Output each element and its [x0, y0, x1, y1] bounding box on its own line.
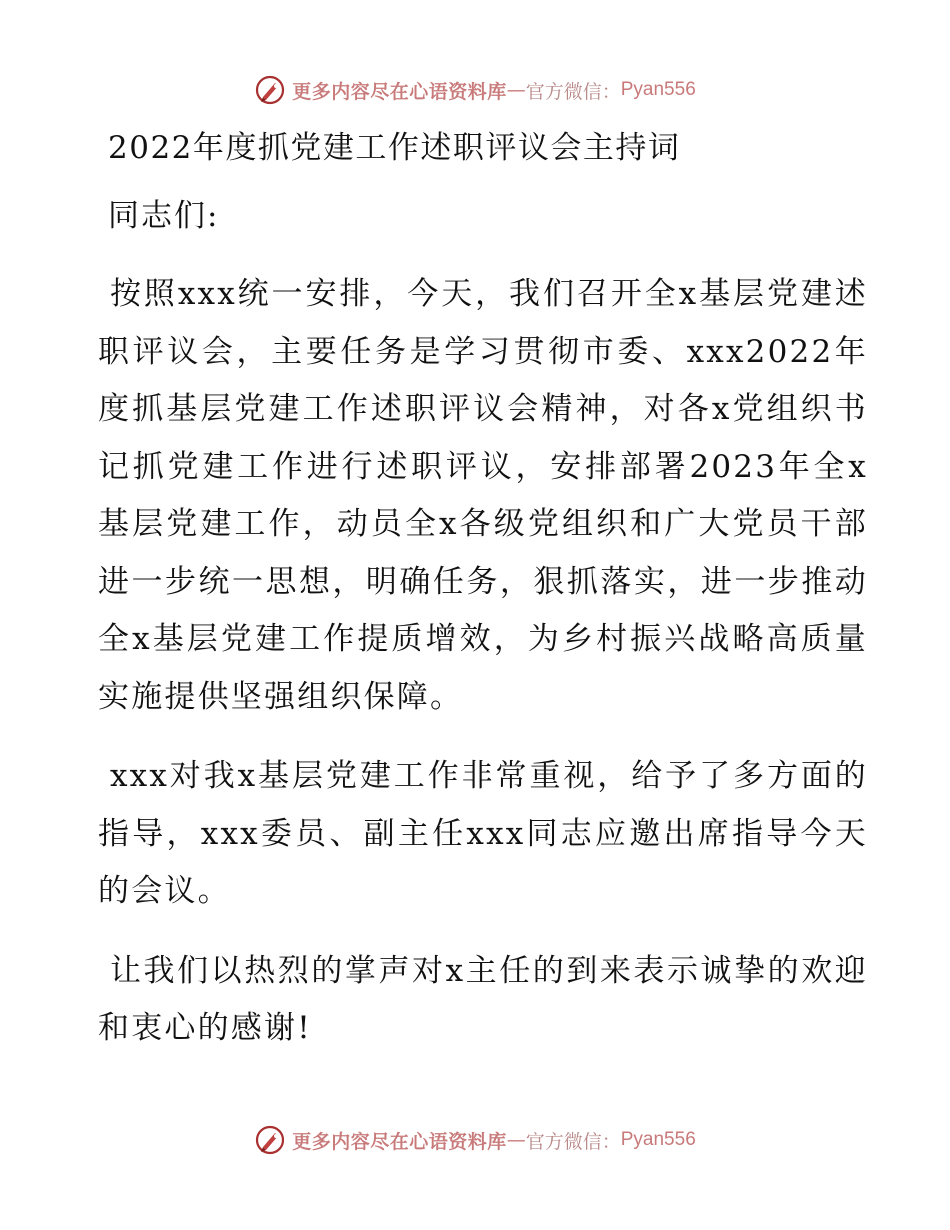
header-watermark [0, 74, 950, 106]
watermark-dash: — [506, 79, 526, 101]
greeting: 同志们: [108, 198, 220, 234]
pen-logo-icon [254, 74, 286, 106]
pen-logo-icon [254, 1124, 286, 1156]
watermark-dash: — [506, 1129, 526, 1151]
document-title: 2022年度抓党建工作述职评议会主持词 [108, 130, 681, 166]
paragraph-3: 让我们以热烈的掌声对x主任的到来表示诚挚的欢迎和衷心的感谢! [98, 952, 868, 1046]
paragraph-1: 按照xxx统一安排，今天，我们召开全x基层党建述职评议会，主要任务是学习贯彻市委、xxx2022年度抓基层党建工作述职评议会精神，对各x党组织书记抓党建工作进行述职评议，安排部署2023年全x基层党建工作，动员全x各级党组织和广大党员干部进一步统一思想，明确任务，狠抓落实，进一步推动全x基层党建工作提质增效，为乡村振兴战略高质量实施提供坚强组织保障。 [98, 276, 868, 715]
watermark-wechat-id: Pyan556 [620, 1129, 696, 1150]
watermark-text: 更多内容尽在心语资料库 [292, 80, 507, 103]
watermark-text: 更多内容尽在心语资料库 [292, 1130, 507, 1153]
watermark-wechat-label: 官方微信： [525, 1130, 621, 1153]
watermark-wechat-label: 官方微信： [525, 80, 621, 103]
paragraph-2: xxx对我x基层党建工作非常重视，给予了多方面的指导，xxx委员、副主任xxx同志应邀出席指导今天的会议。 [98, 758, 868, 909]
document-body [98, 124, 868, 1058]
footer-watermark [0, 1124, 950, 1156]
watermark-wechat-id: Pyan556 [620, 79, 696, 100]
